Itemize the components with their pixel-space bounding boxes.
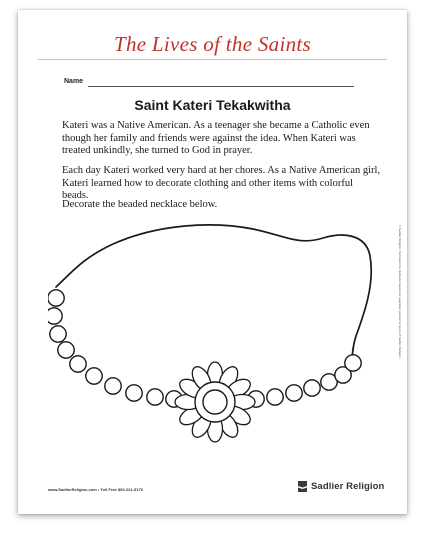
sadlier-logo-icon [297,480,308,493]
paragraph-intro: Kateri was a Native American. As a teenager she became a Catholic even though her family and friends were against the idea. When Kateri was treated unkindly, she turned to God in prayer. [62,120,370,157]
series-title: The Lives of the Saints [113,32,312,56]
necklace-illustration[interactable] [48,216,378,446]
bead[interactable] [58,342,74,358]
copyright-side-note [399,225,405,465]
bead[interactable] [105,378,121,394]
necklace-cord [56,225,371,376]
footer-phone: Toll Free 800-221-5175 [100,487,143,492]
bead[interactable] [70,356,86,372]
footer-website[interactable]: www.SadlierReligion.com [48,487,97,492]
name-label: Name [64,78,84,85]
bead[interactable] [286,385,302,401]
paragraph-instruction: Decorate the beaded necklace below. [62,199,218,210]
bead[interactable] [50,326,66,342]
sadlier-logo [297,480,384,493]
brand-name: Sadlier Religion [311,481,385,492]
page-title: Saint Kateri Tekakwitha [134,97,291,113]
flower-center[interactable] [203,390,227,414]
bead[interactable] [345,355,361,371]
worksheet-page [18,10,407,514]
bead[interactable] [86,368,102,384]
paragraph-chores: Each day Kateri worked very hard at her chores. As a Native American girl, Kateri learned how to decorate clothing and other items with colorful beads. [62,165,381,202]
header-divider [38,59,387,60]
bead[interactable] [147,389,163,405]
footer-separator: • [97,487,100,492]
bead[interactable] [267,389,283,405]
bead[interactable] [126,385,142,401]
bead[interactable] [48,308,62,324]
copyright-text: © Sadlier Religion. Permission to duplicate classroom quantities granted to users of Sadlier Religion. [398,225,402,359]
footer-contact [48,487,143,492]
bead[interactable] [48,290,64,306]
name-line[interactable] [88,86,354,87]
flower-pendant[interactable] [175,362,255,442]
bead[interactable] [304,380,320,396]
